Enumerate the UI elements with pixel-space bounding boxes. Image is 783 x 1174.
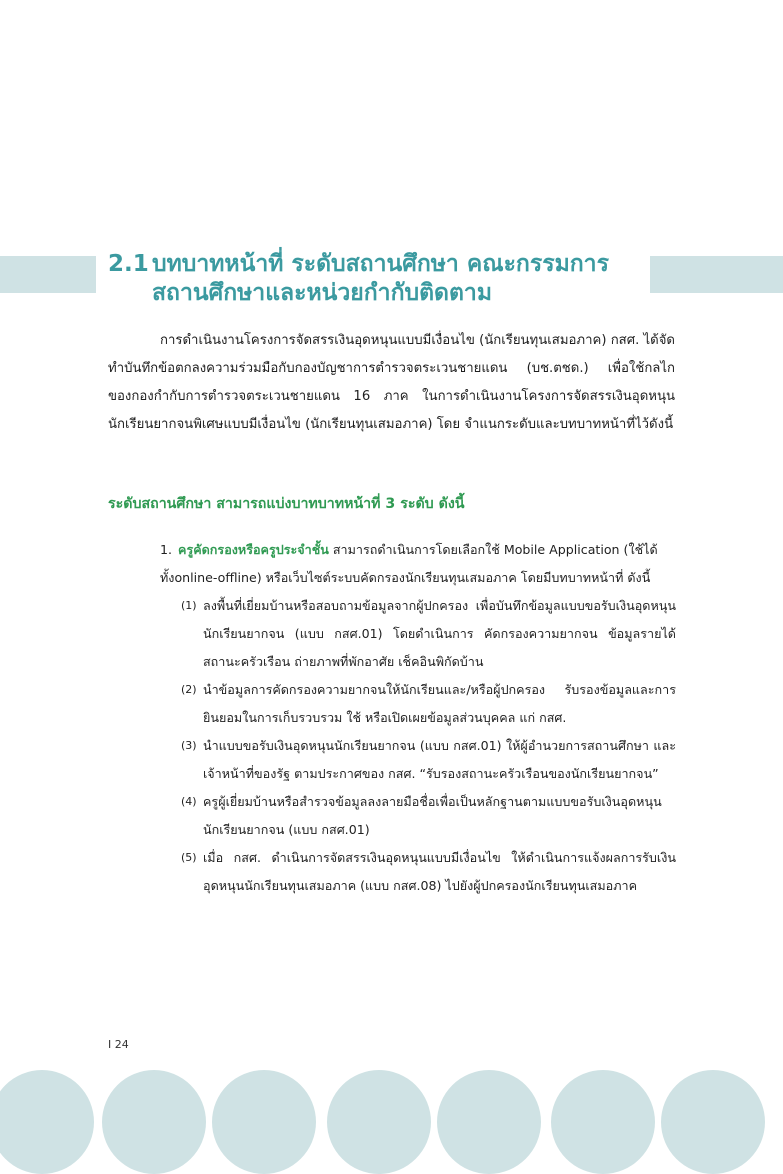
sub-item-number: (2) xyxy=(181,683,197,696)
section-number: 2.1 xyxy=(108,251,149,277)
title-band-right xyxy=(650,256,783,293)
intro-paragraph: การดำเนินงานโครงการจัดสรรเงินอุดหนุนแบบมีเงื่อนไข (นักเรียนทุนเสมอภาค) กสศ. ได้จัดทำบันทึกข้อตกลงความร่วมมือกับกองบัญชาการตำรวจตระเวนชายแดน (บช.ตชด.) เพื่อใช้กลไกของกองกำกับการตำรวจตระเวนชายแดน 16 ภาค ในการดำเนินงานโครงการจัดสรรเงินอุดหนุนนักเรียนยากจนพิเศษแบบมีเงื่อนไข (นักเรียนทุนเสมอภาค) โดย จำแนกระดับและบทบาทหน้าที่ไว้ดังนี้ xyxy=(108,333,675,432)
sub-item-text: ครูผู้เยี่ยมบ้านหรือสำรวจข้อมูลลงลายมือชื่อเพื่อเป็นหลักฐานตามแบบขอรับเงินอุดหนุนนักเรียนยากจน (แบบ กสศ.01) xyxy=(203,794,662,837)
sub-item-number: (3) xyxy=(181,739,197,752)
list-item-1 xyxy=(160,536,676,592)
sub-item-number: (1) xyxy=(181,599,197,612)
sub-item-text: เมื่อ กสศ. ดำเนินการจัดสรรเงินอุดหนุนแบบมีเงื่อนไข ให้ดำเนินการแจ้งผลการรับเงินอุดหนุนนักเรียนทุนเสมอภาค (แบบ กสศ.08) ไปยังผู้ปกครองนักเรียนทุนเสมอภาค xyxy=(203,850,676,893)
sub-item-text: นำแบบขอรับเงินอุดหนุนนักเรียนยากจน (แบบ กสศ.01) ให้ผู้อำนวยการสถานศึกษา และเจ้าหน้าที่ของรัฐ ตามประกาศของ กสศ. “รับรองสถานะครัวเรือนของนักเรียนยากจน” xyxy=(203,738,676,781)
sub-item-text: นำข้อมูลการคัดกรองความยากจนให้นักเรียนและ/หรือผู้ปกครอง รับรองข้อมูลและการยินยอมในการเก็บรวบรวม ใช้ หรือเปิดเผยข้อมูลส่วนบุคคล แก่ กสศ. xyxy=(203,682,676,725)
item-text: สามารถดำเนินการโดยเลือกใช้ Mobile Application (ใช้ได้ทั้งonline-offline) หรือเว็บไซต์ระบบคัดกรองนักเรียนทุนเสมอภาค โดยมีบทบาทหน้าที่ ดังนี้ xyxy=(160,542,658,585)
decorative-circle xyxy=(437,1070,541,1174)
decorative-circle xyxy=(0,1070,94,1174)
decorative-circle xyxy=(551,1070,655,1174)
page-number: I 24 xyxy=(108,1038,129,1051)
section-title-line2: สถานศึกษาและหน่วยกำกับติดตาม xyxy=(152,280,493,306)
sub-item-3 xyxy=(181,732,676,788)
section-title xyxy=(108,250,653,308)
decorative-circle xyxy=(327,1070,431,1174)
subheading: ระดับสถานศึกษา สามารถแบ่งบาทบาทหน้าที่ 3 ระดับ ดังนี้ xyxy=(108,496,465,512)
section-title-line1: บทบาทหน้าที่ ระดับสถานศึกษา คณะกรรมการ xyxy=(152,251,609,277)
decorative-circle xyxy=(212,1070,316,1174)
sub-item-2 xyxy=(181,676,676,732)
sub-item-text: ลงพื้นที่เยี่ยมบ้านหรือสอบถามข้อมูลจากผู้ปกครอง เพื่อบันทึกข้อมูลแบบขอรับเงินอุดหนุนนักเรียนยากจน (แบบ กสศ.01) โดยดำเนินการ คัดกรองความยากจน ข้อมูลรายได้ สถานะครัวเรือน ถ่ายภาพที่พักอาศัย เช็คอินพิกัดบ้าน xyxy=(203,598,676,669)
role-list xyxy=(160,536,676,900)
sub-item-1 xyxy=(181,592,676,676)
sub-item-4 xyxy=(181,788,676,844)
item-number: 1. xyxy=(160,542,173,557)
item-title: ครูคัดกรองหรือครูประจำชั้น xyxy=(178,542,329,557)
decorative-circle xyxy=(102,1070,206,1174)
title-band-left xyxy=(0,256,96,293)
sub-item-number: (4) xyxy=(181,795,197,808)
decorative-circle xyxy=(661,1070,765,1174)
sub-item-number: (5) xyxy=(181,851,197,864)
sub-item-5 xyxy=(181,844,676,900)
